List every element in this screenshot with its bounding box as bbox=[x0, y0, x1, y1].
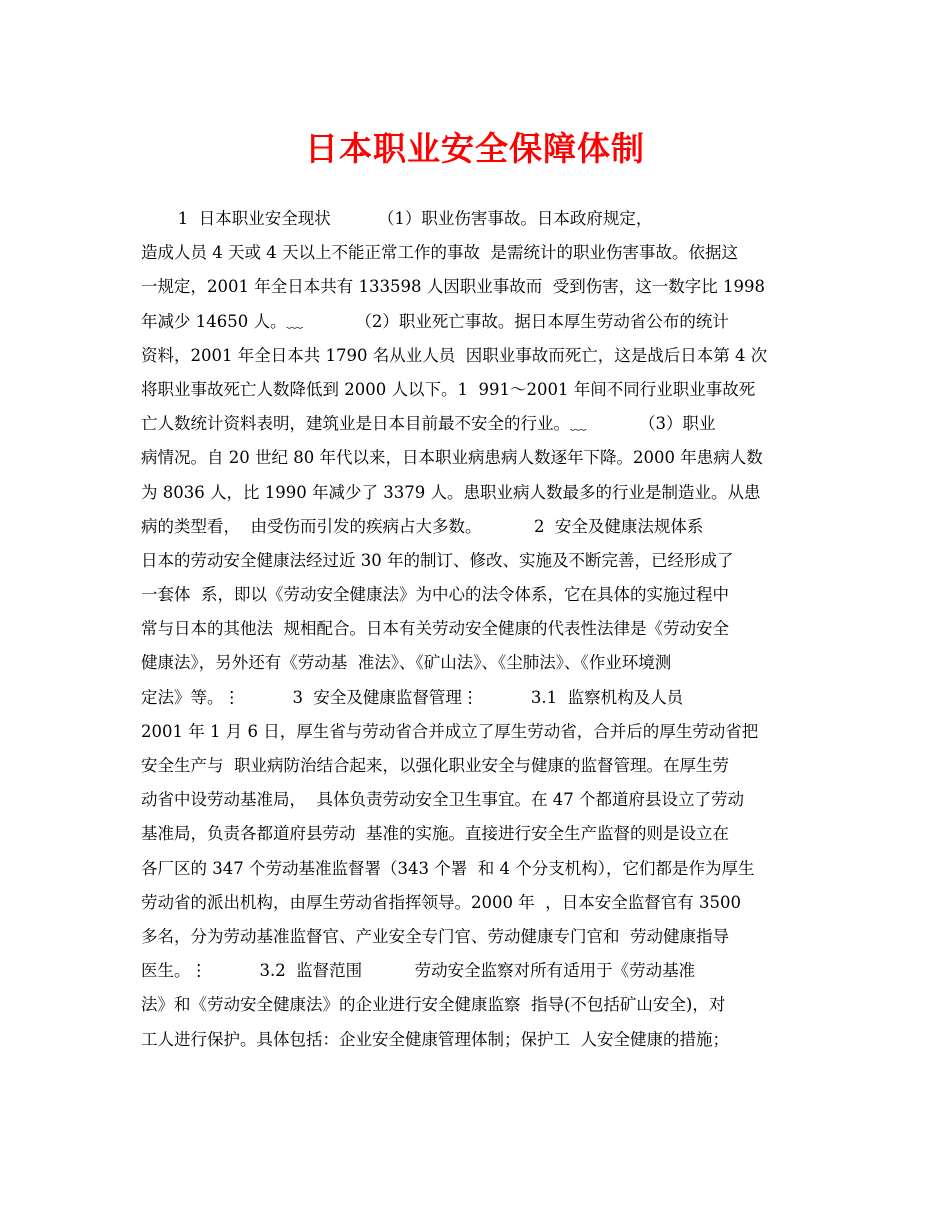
body-line: 资料，2001 年全日本共 1790 名从业人员 因职业事故而死亡，这是战后日本第 4 次 bbox=[141, 345, 768, 365]
body-line: 动省中设劳动基准局， 具体负责劳动安全卫生事宜。在 47 个都道府县设立了劳动 bbox=[141, 790, 744, 810]
body-line: 定法》等。⋮ 3 安全及健康监督管理⋮ 3.1 监察机构及人员 bbox=[141, 687, 684, 707]
body-line: 工人进行保护。具体包括：企业安全健康管理体制；保护工 人安全健康的措施； bbox=[141, 1029, 729, 1049]
body-line: 医生。⋮ 3.2 监督范围 劳动安全监察对所有适用于《劳动基准 bbox=[141, 961, 696, 981]
body-line: 安全生产与 职业病防治结合起来，以强化职业安全与健康的监督管理。在厚生劳 bbox=[141, 756, 729, 775]
body-line: 病的类型看， 由受伤而引发的疾病占大多数。 2 安全及健康法规体系 bbox=[141, 516, 704, 536]
body-line: 健康法》，另外还有《劳动基 准法》、《矿山法》、《尘肺法》、《作业环境测 bbox=[141, 653, 672, 673]
body-line: 常与日本的其他法 规相配合。日本有关劳动安全健康的代表性法律是《劳动安全 bbox=[141, 619, 729, 639]
body-line: 劳动省的派出机构，由厚生劳动省指挥领导。2000 年 ，日本安全监督官有 3500 bbox=[141, 892, 741, 912]
body-line: 一规定，2001 年全日本共有 133598 人因职业事故而 受到伤害，这一数字比 1998 bbox=[141, 277, 765, 297]
body-line: 一套体 系，即以《劳动安全健康法》为中心的法令体系，它在具体的实施过程中 bbox=[141, 585, 729, 605]
body-line: 病情况。自 20 世纪 80 年代以来，日本职业病患病人数逐年下降。2000 年患病人数 bbox=[141, 448, 763, 468]
body-line: 年减少 14650 人。﹏ （2）职业死亡事故。据日本厚生劳动省公布的统计 bbox=[141, 311, 729, 331]
body-line: 法》和《劳动安全健康法》的企业进行安全健康监察 指导(不包括矿山安全)，对 bbox=[141, 995, 726, 1015]
body-line: 基准局，负责各都道府县劳动 基准的实施。直接进行安全生产监督的则是设立在 bbox=[141, 824, 729, 844]
body-line: 2001 年 1 月 6 日，厚生省与劳动省合并成立了厚生劳动省，合并后的厚生劳动省把 bbox=[141, 721, 759, 741]
document-body bbox=[141, 202, 821, 1057]
body-line: 为 8036 人，比 1990 年减少了 3379 人。患职业病人数最多的行业是制造业。从患 bbox=[141, 482, 761, 502]
body-line: 亡人数统计资料表明，建筑业是日本目前最不安全的行业。﹏ （3）职业 bbox=[141, 414, 716, 434]
body-line: 各厂区的 347 个劳动基准监督署（343 个署 和 4 个分支机构），它们都是作为厚生 bbox=[141, 858, 755, 878]
body-line: 造成人员 4 天或 4 天以上不能正常工作的事故 是需统计的职业伤害事故。依据这 bbox=[141, 243, 738, 263]
body-line: 日本的劳动安全健康法经过近 30 年的制订、修改、实施及不断完善，已经形成了 bbox=[141, 550, 734, 570]
body-line: 多名，分为劳动基准监督官、产业安全专门官、劳动健康专门官和 劳动健康指导 bbox=[141, 926, 729, 946]
body-line: 1 日本职业安全现状 （1）职业伤害事故。日本政府规定， bbox=[141, 209, 653, 228]
document-title: 日本职业安全保障体制 bbox=[305, 129, 645, 168]
body-line: 将职业事故死亡人数降低到 2000 人以下。1 991～2001 年间不同行业职业事故死 bbox=[141, 379, 756, 399]
